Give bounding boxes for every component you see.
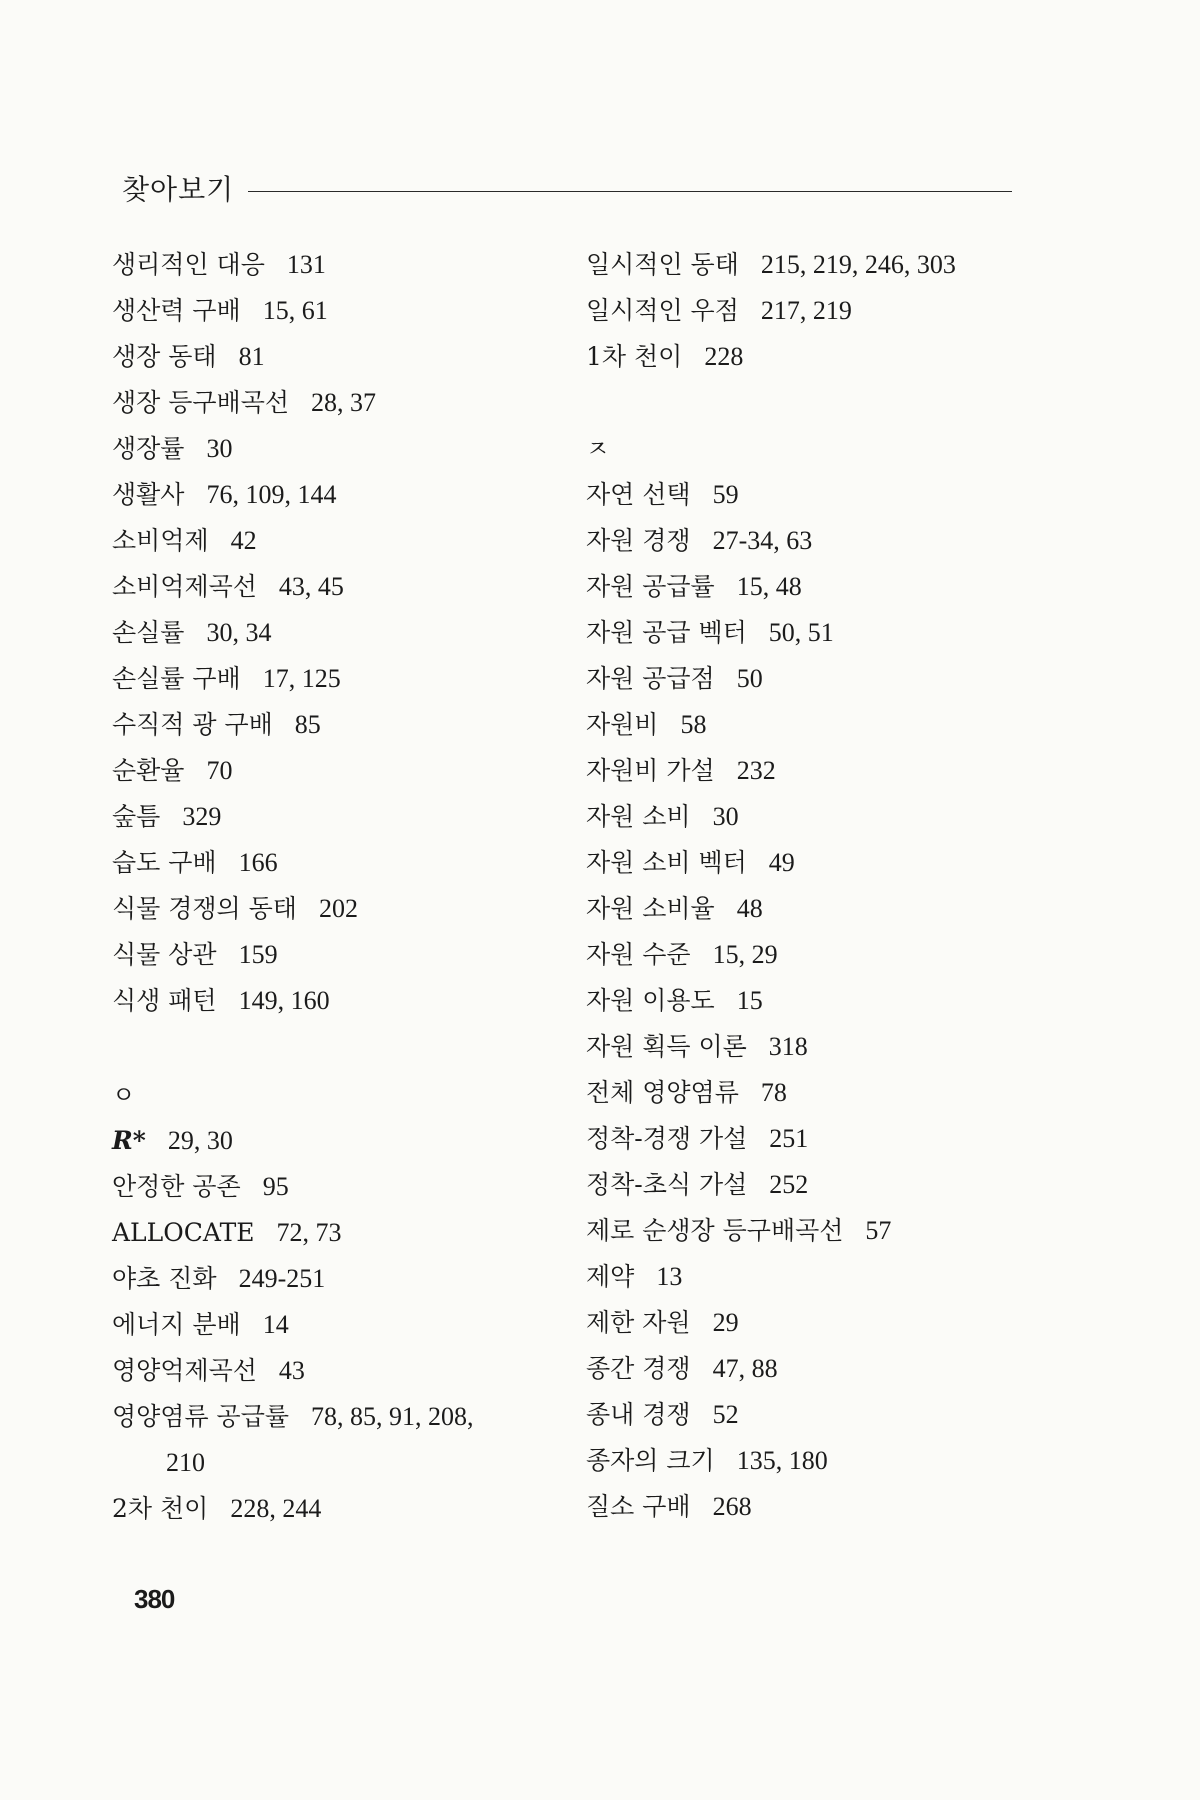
section-heading-o: ㅇ	[112, 1081, 136, 1109]
index-term: 숲틈	[112, 802, 161, 831]
index-term: 자원 이용도	[586, 986, 715, 1015]
index-entry	[112, 1394, 562, 1486]
index-term: 일시적인 동태	[586, 250, 739, 279]
index-pages: 30, 34	[206, 618, 272, 647]
index-pages: 58	[680, 710, 707, 739]
index-entry	[586, 1070, 1026, 1116]
index-entry	[112, 472, 562, 518]
index-entry	[586, 748, 1026, 794]
index-list-o	[112, 1118, 562, 1532]
index-pages: 251	[769, 1124, 809, 1153]
index-term: 자원비 가설	[586, 756, 715, 785]
index-entry	[112, 1348, 562, 1394]
index-pages: 166	[238, 848, 278, 877]
index-term: 자원 공급점	[586, 664, 715, 693]
index-entry	[586, 1208, 1026, 1254]
index-pages: 49	[768, 848, 795, 877]
index-entry	[112, 656, 562, 702]
index-term: 제로 순생장 등구배곡선	[586, 1216, 844, 1245]
index-pages: 95	[262, 1172, 289, 1201]
index-list-j	[586, 472, 1026, 1530]
index-term: 생리적인 대응	[112, 250, 265, 279]
index-term: ALLOCATE	[112, 1218, 255, 1247]
index-entry	[112, 932, 562, 978]
index-term: 식물 상관	[112, 940, 217, 969]
index-entry	[586, 472, 1026, 518]
index-entry	[586, 932, 1026, 978]
index-entry	[112, 380, 562, 426]
index-entry	[112, 1118, 562, 1164]
index-term: 에너지 분배	[112, 1310, 241, 1339]
index-term: 소비억제곡선	[112, 572, 257, 601]
index-term: 수직적 광 구배	[112, 710, 273, 739]
index-entry	[112, 794, 562, 840]
index-entry	[586, 702, 1026, 748]
index-term: 일시적인 우점	[586, 296, 739, 325]
index-term: 손실률	[112, 618, 185, 647]
index-term: 자원 획득 이론	[586, 1032, 747, 1061]
index-term: 정착-경쟁 가설	[586, 1124, 748, 1153]
index-pages: 131	[286, 250, 326, 279]
index-pages: 28, 37	[311, 388, 376, 417]
section-gap	[112, 1024, 562, 1072]
index-pages: 52	[712, 1400, 739, 1429]
index-entry	[586, 564, 1026, 610]
index-pages: 43	[278, 1356, 305, 1385]
index-term: 생산력 구배	[112, 296, 241, 325]
index-term: 자원 소비	[586, 802, 691, 831]
index-pages: 29	[712, 1308, 739, 1337]
index-list-i	[586, 242, 1026, 380]
index-term: 자원 소비 벡터	[586, 848, 747, 877]
index-pages: 76, 109, 144	[206, 480, 337, 509]
index-entry	[586, 1116, 1026, 1162]
index-entry	[112, 1164, 562, 1210]
index-entry	[586, 1392, 1026, 1438]
header-rule	[248, 191, 1012, 192]
index-pages: 252	[769, 1170, 809, 1199]
index-term: 순환율	[112, 756, 185, 785]
index-pages: 318	[768, 1032, 808, 1061]
index-term: 1차 천이	[586, 342, 683, 371]
index-entry	[112, 1486, 562, 1532]
index-entry	[112, 242, 562, 288]
index-pages: 15, 61	[262, 296, 328, 325]
index-pages: 50	[736, 664, 763, 693]
index-term: 자원 소비율	[586, 894, 715, 923]
index-entry	[586, 1162, 1026, 1208]
index-term: 종내 경쟁	[586, 1400, 691, 1429]
index-term: 생장 동태	[112, 342, 217, 371]
index-term: 영양염류 공급률	[112, 1402, 289, 1431]
index-pages: 30	[712, 802, 739, 831]
index-entry	[112, 748, 562, 794]
index-term: 손실률 구배	[112, 664, 241, 693]
index-pages: 42	[230, 526, 257, 555]
section-gap	[586, 380, 1026, 426]
index-pages: 70	[206, 756, 233, 785]
index-term: 영양억제곡선	[112, 1356, 257, 1385]
index-entry	[586, 886, 1026, 932]
index-pages: 50, 51	[768, 618, 834, 647]
index-term: R*	[112, 1126, 146, 1155]
index-entry	[586, 1024, 1026, 1070]
index-pages: 135, 180	[736, 1446, 828, 1475]
index-entry	[586, 978, 1026, 1024]
index-pages: 15, 29	[712, 940, 778, 969]
index-entry	[586, 1438, 1026, 1484]
index-entry	[112, 1210, 562, 1256]
index-pages: 217, 219	[760, 296, 852, 325]
index-column-left	[112, 242, 562, 1532]
index-term: 자원 수준	[586, 940, 691, 969]
index-pages: 228	[704, 342, 744, 371]
index-pages: 47, 88	[712, 1354, 778, 1383]
index-entry	[112, 978, 562, 1024]
index-term: 전체 영양염류	[586, 1078, 739, 1107]
index-pages: 15	[736, 986, 763, 1015]
index-pages-continued: 210	[166, 1448, 205, 1477]
index-pages: 13	[656, 1262, 683, 1291]
index-pages: 202	[318, 894, 358, 923]
index-term: 정착-초식 가설	[586, 1170, 748, 1199]
index-term: 자연 선택	[586, 480, 691, 509]
index-term: 제약	[586, 1262, 635, 1291]
index-entry	[112, 564, 562, 610]
index-pages: 85	[294, 710, 321, 739]
index-pages: 43, 45	[278, 572, 344, 601]
index-term: 식물 경쟁의 동태	[112, 894, 297, 923]
index-entry	[112, 288, 562, 334]
index-term: 생장 등구배곡선	[112, 388, 289, 417]
index-entry	[112, 840, 562, 886]
index-entry	[112, 1302, 562, 1348]
index-entry	[586, 1484, 1026, 1530]
index-pages: 329	[182, 802, 222, 831]
index-pages: 29, 30	[167, 1126, 233, 1155]
index-list-s	[112, 242, 562, 1024]
section-heading-j: ㅈ	[586, 435, 610, 463]
index-entry	[586, 242, 1026, 288]
index-entry	[586, 610, 1026, 656]
index-pages: 72, 73	[276, 1218, 342, 1247]
index-pages: 149, 160	[238, 986, 330, 1015]
index-term: 야초 진화	[112, 1264, 217, 1293]
index-entry	[112, 1256, 562, 1302]
index-entry	[586, 1300, 1026, 1346]
index-term: 2차 천이	[112, 1494, 209, 1523]
index-pages: 228, 244	[230, 1494, 322, 1523]
index-term: 생활사	[112, 480, 185, 509]
index-term: 자원 공급률	[586, 572, 715, 601]
index-pages: 15, 48	[736, 572, 802, 601]
index-entry	[112, 702, 562, 748]
index-pages: 268	[712, 1492, 752, 1521]
index-term: 생장률	[112, 434, 185, 463]
index-term: 자원 공급 벡터	[586, 618, 747, 647]
index-term: 제한 자원	[586, 1308, 691, 1337]
index-pages: 59	[712, 480, 739, 509]
index-pages: 81	[238, 342, 265, 371]
index-term: 종자의 크기	[586, 1446, 715, 1475]
index-entry	[586, 840, 1026, 886]
index-pages: 249-251	[238, 1264, 326, 1293]
index-entry	[112, 518, 562, 564]
index-pages: 14	[262, 1310, 289, 1339]
index-entry	[586, 518, 1026, 564]
index-pages: 17, 125	[262, 664, 341, 693]
index-entry	[112, 334, 562, 380]
index-term: 안정한 공존	[112, 1172, 241, 1201]
index-entry	[586, 334, 1026, 380]
index-pages: 232	[736, 756, 776, 785]
page-number: 380	[134, 1584, 175, 1614]
index-entry	[586, 1346, 1026, 1392]
index-term: 자원비	[586, 710, 659, 739]
index-pages: 78	[760, 1078, 787, 1107]
index-term: 질소 구배	[586, 1492, 691, 1521]
index-entry	[586, 656, 1026, 702]
index-term: 자원 경쟁	[586, 526, 691, 555]
index-entry	[586, 288, 1026, 334]
index-term: 종간 경쟁	[586, 1354, 691, 1383]
index-entry	[586, 1254, 1026, 1300]
index-entry	[112, 886, 562, 932]
index-entry	[112, 610, 562, 656]
index-pages: 57	[865, 1216, 892, 1245]
index-term: 식생 패턴	[112, 986, 217, 1015]
running-head-title: 찾아보기	[122, 173, 235, 206]
index-entry	[586, 794, 1026, 840]
index-term: 소비억제	[112, 526, 209, 555]
index-term: 습도 구배	[112, 848, 217, 877]
index-pages: 30	[206, 434, 233, 463]
index-pages: 27-34, 63	[712, 526, 813, 555]
index-pages: 215, 219, 246, 303	[760, 250, 956, 279]
index-pages: 48	[736, 894, 763, 923]
page-header	[122, 168, 1012, 208]
index-column-right	[586, 242, 1026, 1530]
index-entry	[112, 426, 562, 472]
index-pages: 78, 85, 91, 208,	[311, 1402, 474, 1431]
index-pages: 159	[238, 940, 278, 969]
